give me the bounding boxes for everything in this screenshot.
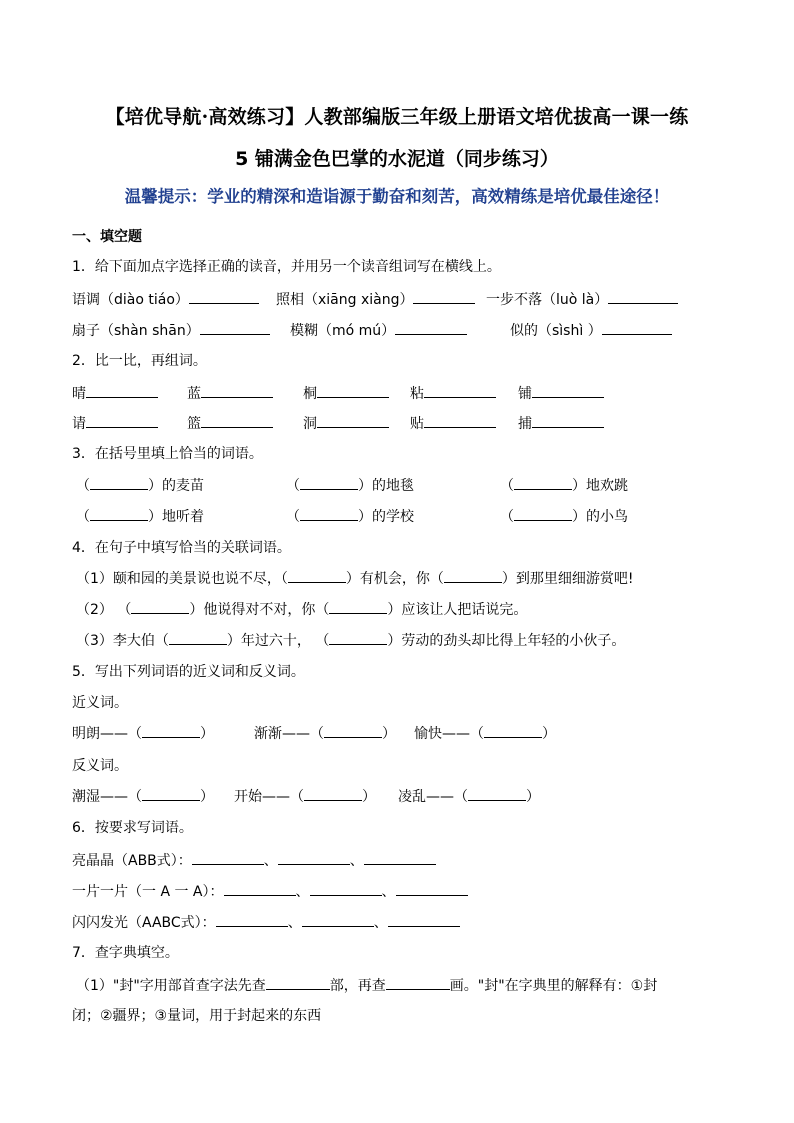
q7-text: 画。"封"在字典里的解释有：①封 bbox=[449, 978, 658, 994]
answer-blank[interactable] bbox=[142, 724, 200, 738]
answer-blank[interactable] bbox=[413, 289, 475, 304]
q3-item: 地听着 bbox=[162, 509, 204, 525]
q2-char: 请 bbox=[72, 416, 86, 432]
q1-item: 似的（sìshì ） bbox=[510, 323, 602, 339]
section-heading: 一、填空题 bbox=[72, 229, 142, 245]
separator: 、 bbox=[287, 915, 302, 931]
q5-word: 潮湿—— bbox=[72, 789, 128, 805]
answer-blank[interactable] bbox=[90, 507, 148, 521]
answer-blank[interactable] bbox=[142, 787, 200, 801]
q4-text: （3）李大伯 bbox=[76, 633, 155, 649]
q6-label: 亮晶晶（ABB式）： bbox=[72, 853, 192, 869]
answer-blank[interactable] bbox=[131, 600, 189, 614]
q2-char: 贴 bbox=[410, 416, 424, 432]
worksheet-title: 【培优导航·高效练习】人教部编版三年级上册语文培优拔高一课一练 bbox=[105, 106, 689, 128]
tip-text: 温馨提示：学业的精深和造诣源于勤奋和刻苦，高效精练是培优最佳途径！ bbox=[124, 187, 670, 206]
separator: 、 bbox=[373, 915, 388, 931]
q3-prompt: 3．在括号里填上恰当的词语。 bbox=[72, 446, 263, 462]
separator: 、 bbox=[295, 884, 310, 900]
q6-row-aabc bbox=[72, 912, 460, 933]
answer-blank[interactable] bbox=[216, 912, 288, 927]
answer-blank[interactable] bbox=[329, 631, 387, 645]
answer-blank[interactable] bbox=[608, 289, 678, 304]
answer-blank[interactable] bbox=[484, 724, 542, 738]
answer-blank[interactable] bbox=[300, 507, 358, 521]
q5-prompt: 5．写出下列词语的近义词和反义词。 bbox=[72, 664, 305, 680]
answer-blank[interactable] bbox=[602, 320, 672, 335]
separator: 、 bbox=[381, 884, 396, 900]
answer-blank[interactable] bbox=[302, 912, 374, 927]
q7-line-2: 闭；②疆界；③量词，用于封起来的东西 bbox=[72, 1008, 322, 1024]
worksheet-page: 【培优导航·高效练习】人教部编版三年级上册语文培优拔高一课一练 5 铺满金色巴掌的水泥道（同步练习） 温馨提示：学业的精深和造诣源于勤奋和刻苦，高效精练是培优最佳途径！ 一、填空题 1．给下面加点字选择正确的读音，并用另一个读音组词写在横线上。 语调（diào tiáo） 照相（xiāng xiàng） 一步不落（luò là） 扇子（shàn shān） 模糊（mó mú） 似的（sìshì ） 2．比一比，再组词。 晴 蓝 桐 粘 铺 请 篮 洞 贴 捕 3．在括号里填上恰当的词语。 （ ）的麦苗 （ ）的地毯 （ ）地欢跳 （ ）地听着 （ ）的学校 （ ）的小鸟 4．在句子中填写恰当的关联词语。 （1）颐和园的美景说也说不尽，（ ）有机会，你（ ）到那里细细游赏吧! （2） （ ）他说得对不对，你（ ）应该让人把话说完。 （3）李大伯（ ）年过六十， （ ）劳动的劲头却比得上年轻的小伙子。 5．写出下列词语的近义词和反义词。 近义词。 明朗——（ ） 渐渐——（ ） 愉快——（ ） 反义词。 潮湿——（ ） 开始——（ ） 凌乱——（ ） 6．按要求写词语。 亮晶晶（ABB式）： 、 、 一片一片（一 A 一 A）： 、 、 闪闪发光（AABC式）： 、 、 7．查字典填空。 （1）"封"字用部首查字法先查 部，再查 画。"封"在字典里的解释有：①封 闭；②疆界；③量词，用于封起来的东西 bbox=[0, 0, 794, 1123]
q6-label: 闪闪发光（AABC式）： bbox=[72, 915, 216, 931]
answer-blank[interactable] bbox=[192, 850, 264, 865]
q6-row-abb bbox=[72, 850, 436, 871]
answer-blank[interactable] bbox=[444, 569, 502, 583]
q4-text: 年过六十， bbox=[240, 633, 311, 649]
q2-char: 捕 bbox=[518, 416, 532, 432]
answer-blank[interactable] bbox=[86, 413, 158, 428]
answer-blank[interactable] bbox=[288, 569, 346, 583]
answer-blank[interactable] bbox=[266, 975, 330, 990]
answer-blank[interactable] bbox=[90, 476, 148, 490]
q2-char: 晴 bbox=[72, 386, 86, 402]
q3-item: 地欢跳 bbox=[586, 478, 628, 494]
lesson-title: 5 铺满金色巴掌的水泥道（同步练习） bbox=[235, 148, 559, 170]
answer-blank[interactable] bbox=[201, 383, 273, 398]
q2-char: 篮 bbox=[187, 416, 201, 432]
q1-item: 扇子（shàn shān） bbox=[72, 323, 200, 339]
answer-blank[interactable] bbox=[532, 383, 604, 398]
q5-word: 明朗—— bbox=[72, 726, 128, 742]
q4-text: 应该让人把话说完。 bbox=[401, 602, 528, 618]
q3-item: 的小鸟 bbox=[586, 509, 628, 525]
answer-blank[interactable] bbox=[468, 787, 526, 801]
answer-blank[interactable] bbox=[364, 850, 436, 865]
answer-blank[interactable] bbox=[224, 881, 296, 896]
q4-prompt: 4．在句子中填写恰当的关联词语。 bbox=[72, 540, 291, 556]
q2-char: 洞 bbox=[303, 416, 317, 432]
answer-blank[interactable] bbox=[300, 476, 358, 490]
q6-row-aa bbox=[72, 881, 468, 902]
answer-blank[interactable] bbox=[189, 289, 259, 304]
answer-blank[interactable] bbox=[324, 724, 382, 738]
answer-blank[interactable] bbox=[317, 383, 389, 398]
q3-item: 的学校 bbox=[372, 509, 414, 525]
q7-text: 部，再查 bbox=[329, 978, 386, 994]
answer-blank[interactable] bbox=[424, 413, 496, 428]
q4-sentence-1: （1）颐和园的美景说也说不尽，（ ）有机会，你（ ）到那里细细游赏吧! bbox=[76, 571, 634, 587]
q6-label: 一片一片（一 A 一 A）： bbox=[72, 884, 224, 900]
q4-text: 到那里细细游赏吧! bbox=[515, 571, 634, 587]
answer-blank[interactable] bbox=[304, 787, 362, 801]
answer-blank[interactable] bbox=[395, 320, 467, 335]
q2-prompt: 2．比一比，再组词。 bbox=[72, 353, 207, 369]
answer-blank[interactable] bbox=[514, 476, 572, 490]
answer-blank[interactable] bbox=[532, 413, 604, 428]
q4-text: 有机会，你 bbox=[359, 571, 430, 587]
q4-text: （2） bbox=[76, 602, 113, 618]
answer-blank[interactable] bbox=[169, 631, 227, 645]
answer-blank[interactable] bbox=[201, 413, 273, 428]
separator: 、 bbox=[263, 853, 278, 869]
answer-blank[interactable] bbox=[317, 413, 389, 428]
synonym-label: 近义词。 bbox=[72, 695, 128, 711]
q2-char: 蓝 bbox=[187, 386, 201, 402]
answer-blank[interactable] bbox=[200, 320, 270, 335]
q1-prompt: 1．给下面加点字选择正确的读音，并用另一个读音组词写在横线上。 bbox=[72, 259, 501, 275]
q7-prompt: 7．查字典填空。 bbox=[72, 945, 179, 961]
q2-char: 铺 bbox=[518, 386, 532, 402]
answer-blank[interactable] bbox=[86, 383, 158, 398]
q5-word: 愉快—— bbox=[414, 726, 470, 742]
answer-blank[interactable] bbox=[329, 600, 387, 614]
q1-item: 一步不落（luò là） bbox=[486, 292, 609, 308]
antonym-label: 反义词。 bbox=[72, 758, 128, 774]
q3-item: 的麦苗 bbox=[162, 478, 204, 494]
q5-word: 凌乱—— bbox=[398, 789, 454, 805]
q4-sentence-2: （2） （ ）他说得对不对，你（ ）应该让人把话说完。 bbox=[76, 602, 528, 618]
q7-text: （1）"封"字用部首查字法先查 bbox=[76, 978, 266, 994]
q2-char: 桐 bbox=[303, 386, 317, 402]
q5-word: 渐渐—— bbox=[254, 726, 310, 742]
q4-text: 他说得对不对，你 bbox=[203, 602, 316, 618]
answer-blank[interactable] bbox=[514, 507, 572, 521]
q7-line-1 bbox=[76, 975, 657, 996]
q3-item: 的地毯 bbox=[372, 478, 414, 494]
q1-item: 模糊（mó mú） bbox=[290, 323, 396, 339]
answer-blank[interactable] bbox=[310, 881, 382, 896]
answer-blank[interactable] bbox=[424, 383, 496, 398]
q2-char: 粘 bbox=[410, 386, 424, 402]
separator: 、 bbox=[349, 853, 364, 869]
q1-item: 语调（diào tiáo） bbox=[72, 292, 189, 308]
q6-prompt: 6．按要求写词语。 bbox=[72, 820, 193, 836]
q5-word: 开始—— bbox=[234, 789, 290, 805]
q4-text: 劳动的劲头却比得上年轻的小伙子。 bbox=[401, 633, 626, 649]
q1-item: 照相（xiāng xiàng） bbox=[276, 292, 414, 308]
q4-sentence-3: （3）李大伯（ ）年过六十， （ ）劳动的劲头却比得上年轻的小伙子。 bbox=[76, 633, 626, 649]
answer-blank[interactable] bbox=[278, 850, 350, 865]
answer-blank[interactable] bbox=[386, 975, 450, 990]
q4-text: （1）颐和园的美景说也说不尽， bbox=[76, 571, 281, 587]
answer-blank[interactable] bbox=[396, 881, 468, 896]
answer-blank[interactable] bbox=[388, 912, 460, 927]
